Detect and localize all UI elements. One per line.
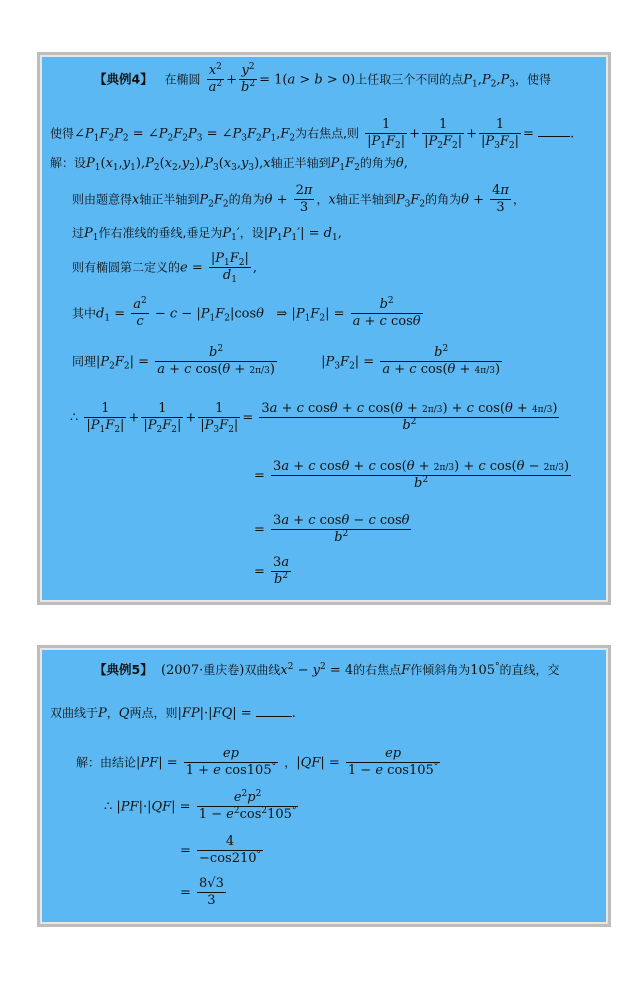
example-5-card — [37, 645, 611, 927]
example-4-solution-step-6: 同理$|P_2F_2|$ = $\frac{b^2}{\text{a + c cos(θ + 2π/3)}}$ $|P_3F_2|$ = $\frac{b^2}{\text{a + c cos(θ + 4π/3)}}$ — [72, 344, 501, 378]
example-4-solution-step-9: = $\frac{\text{3a + c cosθ − c cosθ}}{b^2}$ — [254, 513, 410, 546]
example-4-solution-step-4: 则有椭圆第二定义的e = $\frac{|P_1F_2|}{d_1}$ , — [72, 251, 258, 286]
example-4-solution-step-2: 则由题意得x轴正半轴到$P_2F_2$的角为θ + $\frac{2\pi}{3}$ ，x轴正半轴到$P_3F_2$的角为θ + $\frac{4\pi}{3}$ ， — [72, 183, 525, 216]
example-5-solution-step-3: = $\frac{4}{-\cos 210^\circ}$ — [180, 834, 262, 867]
example-5-solution-step-2: ∴ |PF|·|QF| = $\frac{e^2p^2}{1 - e^2\cos^2105^\circ}$ — [104, 789, 297, 823]
example-4-solution-step-8: = $\frac{\text{3a + c cosθ + c cos(θ + 2π/3) + c cos(θ − 2π/3)}}{b^2}$ — [254, 459, 570, 492]
example-5-solution-step-4: = $\frac{8√3}{3}$ — [180, 876, 224, 909]
example-4-problem-line-1: 【典例4】 在椭圆 $\frac{x^2}{a^2}$ + $\frac{y^2}{b^2}$ = 1(a > b > 0)上任取三个不同的点$P_1,P_2,P_3$，使得 — [94, 62, 551, 96]
example-4-header: 【典例4】 — [94, 71, 153, 87]
example-5-problem-line-1: 【典例5】 (2007·重庆卷)双曲线$x^2 - y^2 = 4$的右焦点F作倾斜角为105°的直线，交 — [94, 662, 560, 678]
example-4-card — [37, 52, 611, 605]
example-5-problem-line-2: 双曲线于P，Q两点，则|FP|·|FQ| = . — [50, 706, 296, 721]
example-4-solution-step-3: 过$P_1$作右准线的垂线,垂足为$P_1'$，设$|P_1P_1'| = d_1$, — [72, 226, 342, 243]
example-5-solution-step-1: 解：由结论|PF| = $\frac{ep}{1 + e \cos 105^\circ}$ ，|QF| = $\frac{ep}{1 - e \cos 105^\circ}$ — [76, 746, 439, 779]
example-4-solution-step-7: ∴ $\frac{1}{|P_1F_2|}$ + $\frac{1}{|P_2F_2|}$ + $\frac{1}{|P_3F_2|}$ = $\frac{\text{3a + c cosθ + c cos(θ + 2π/3) + c cos(θ + 4π/3)}}{b^2}$ — [70, 401, 558, 436]
example-4-solution-step-10: = $\frac{3a}{b^2}$ — [254, 555, 290, 588]
example-4-solution-step-5: 其中$d_1$ = $\frac{a^2}{c}$ − $c - |P_1F_2|\cos\theta$ ⇒ $|P_1F_2|$ = $\frac{b^2}{\text{a + c cosθ}}$ — [72, 296, 421, 330]
example-4-solution-step-1: 解：设$P_1(x_1,y_1),P_2(x_2,y_2),P_3(x_3,y_3),x$轴正半轴到$P_1F_2$的角为θ, — [50, 156, 408, 173]
example-5-header: 【典例5】 — [94, 662, 153, 677]
example-4-problem-line-2: 使得$\angle P_1F_2P_2$ = $\angle P_2F_2P_3$ = $\angle P_3F_2P_1,F_2$为右焦点,则 $\frac{1}{|P_1F_2|}$ + $\frac{1}{|P_2F_2|}$ + $\frac{1}{|P_3F_2|}$ = . — [50, 117, 575, 152]
